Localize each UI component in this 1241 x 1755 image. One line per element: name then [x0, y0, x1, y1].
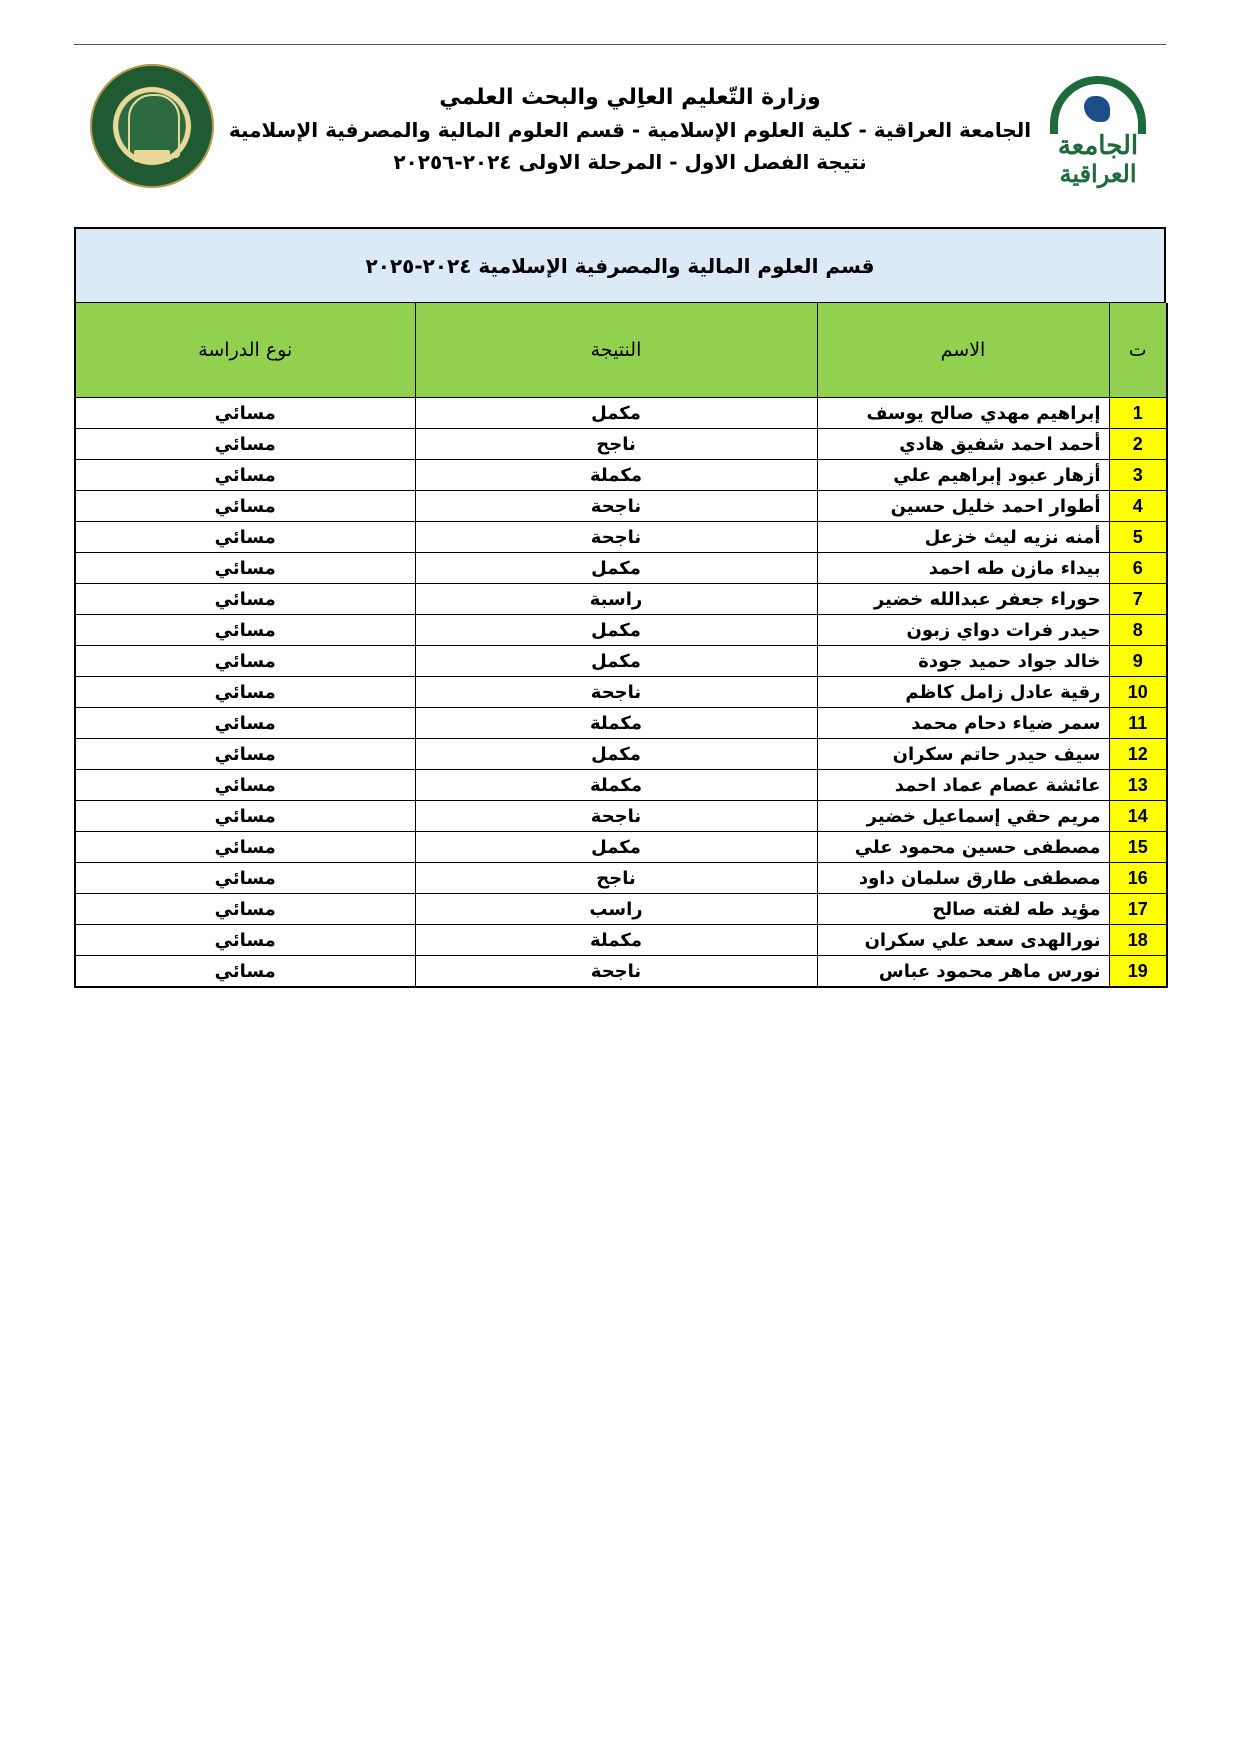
student-name: حوراء جعفر عبدالله خضير — [817, 584, 1109, 615]
student-name: أمنه نزيه ليث خزعل — [817, 522, 1109, 553]
row-number: 10 — [1109, 677, 1167, 708]
row-number: 15 — [1109, 832, 1167, 863]
document-header — [74, 60, 1166, 210]
seal-book-icon — [134, 150, 170, 162]
table-row — [75, 956, 1167, 988]
student-name: أطوار احمد خليل حسين — [817, 491, 1109, 522]
study-type: مسائي — [75, 739, 415, 770]
header-result: النتيجة — [415, 303, 817, 398]
results-table — [74, 303, 1168, 988]
study-type: مسائي — [75, 398, 415, 429]
row-number: 12 — [1109, 739, 1167, 770]
study-type: مسائي — [75, 956, 415, 988]
student-name: نورس ماهر محمود عباس — [817, 956, 1109, 988]
table-row — [75, 398, 1167, 429]
student-name: حيدر فرات دواي زبون — [817, 615, 1109, 646]
row-number: 1 — [1109, 398, 1167, 429]
university-college-title: الجامعة العراقية - كلية العلوم الإسلامية - قسم العلوم المالية والمصرفية الإسلامية — [228, 118, 1032, 142]
table-row — [75, 801, 1167, 832]
row-number: 8 — [1109, 615, 1167, 646]
header-name: الاسم — [817, 303, 1109, 398]
row-number: 3 — [1109, 460, 1167, 491]
study-type: مسائي — [75, 429, 415, 460]
results-table-container — [74, 227, 1166, 988]
logo-text-bottom: العراقية — [1059, 159, 1137, 188]
study-type: مسائي — [75, 491, 415, 522]
student-name: مريم حقي إسماعيل خضير — [817, 801, 1109, 832]
table-row — [75, 553, 1167, 584]
study-type: مسائي — [75, 863, 415, 894]
student-name: مصطفى حسين محمود علي — [817, 832, 1109, 863]
row-number: 13 — [1109, 770, 1167, 801]
student-result: ناجح — [415, 429, 817, 460]
student-result: مكملة — [415, 770, 817, 801]
student-result: مكمل — [415, 646, 817, 677]
study-type: مسائي — [75, 553, 415, 584]
table-row — [75, 739, 1167, 770]
student-name: عائشة عصام عماد احمد — [817, 770, 1109, 801]
student-result: راسب — [415, 894, 817, 925]
header-study-type: نوع الدراسة — [75, 303, 415, 398]
table-row — [75, 584, 1167, 615]
study-type: مسائي — [75, 832, 415, 863]
row-number: 11 — [1109, 708, 1167, 739]
student-name: بيداء مازن طه احمد — [817, 553, 1109, 584]
row-number: 2 — [1109, 429, 1167, 460]
row-number: 7 — [1109, 584, 1167, 615]
student-name: سيف حيدر حاتم سكران — [817, 739, 1109, 770]
table-row — [75, 677, 1167, 708]
table-row — [75, 770, 1167, 801]
study-type: مسائي — [75, 801, 415, 832]
row-number: 18 — [1109, 925, 1167, 956]
table-row — [75, 491, 1167, 522]
seal-arch-icon — [128, 94, 180, 158]
student-name: رقية عادل زامل كاظم — [817, 677, 1109, 708]
student-result: ناجحة — [415, 801, 817, 832]
student-result: ناجحة — [415, 491, 817, 522]
student-result: مكمل — [415, 739, 817, 770]
student-result: ناجح — [415, 863, 817, 894]
table-row — [75, 460, 1167, 491]
table-row — [75, 646, 1167, 677]
table-row — [75, 429, 1167, 460]
student-name: أحمد احمد شفيق هادي — [817, 429, 1109, 460]
student-result: مكملة — [415, 925, 817, 956]
study-type: مسائي — [75, 770, 415, 801]
row-number: 16 — [1109, 863, 1167, 894]
student-result: ناجحة — [415, 956, 817, 988]
student-result: ناجحة — [415, 677, 817, 708]
student-result: مكمل — [415, 398, 817, 429]
study-type: مسائي — [75, 460, 415, 491]
student-result: راسبة — [415, 584, 817, 615]
table-row — [75, 708, 1167, 739]
student-result: ناجحة — [415, 522, 817, 553]
student-result: مكملة — [415, 708, 817, 739]
study-type: مسائي — [75, 894, 415, 925]
student-name: أزهار عبود إبراهيم علي — [817, 460, 1109, 491]
ministry-title: وزارة التّعليم العاِلي والبحث العلمي — [439, 85, 821, 110]
college-seal-logo — [90, 64, 214, 188]
top-divider — [74, 44, 1166, 45]
study-type: مسائي — [75, 925, 415, 956]
study-type: مسائي — [75, 584, 415, 615]
study-type: مسائي — [75, 615, 415, 646]
study-type: مسائي — [75, 677, 415, 708]
student-result: مكملة — [415, 460, 817, 491]
student-name: مصطفى طارق سلمان داود — [817, 863, 1109, 894]
student-result: مكمل — [415, 553, 817, 584]
table-header-row — [75, 303, 1167, 398]
table-row — [75, 615, 1167, 646]
row-number: 14 — [1109, 801, 1167, 832]
university-logo — [1042, 76, 1154, 192]
study-type: مسائي — [75, 646, 415, 677]
result-title: نتيجة الفصل الاول - المرحلة الاولى ٢٠٢٤-٢٠٢٥٦ — [393, 150, 867, 174]
study-type: مسائي — [75, 522, 415, 553]
table-row — [75, 925, 1167, 956]
table-caption: قسم العلوم المالية والمصرفية الإسلامية ٢٠٢٤-٢٠٢٥ — [74, 227, 1166, 303]
logo-text-top: الجامعة — [1057, 131, 1139, 161]
row-number: 9 — [1109, 646, 1167, 677]
student-name: إبراهيم مهدي صالح يوسف — [817, 398, 1109, 429]
student-result: مكمل — [415, 615, 817, 646]
student-name: خالد جواد حميد جودة — [817, 646, 1109, 677]
row-number: 5 — [1109, 522, 1167, 553]
table-row — [75, 894, 1167, 925]
student-name: مؤيد طه لفته صالح — [817, 894, 1109, 925]
header-number: ت — [1109, 303, 1167, 398]
student-result: مكمل — [415, 832, 817, 863]
row-number: 19 — [1109, 956, 1167, 988]
student-name: سمر ضياء دحام محمد — [817, 708, 1109, 739]
header-titles — [224, 82, 1036, 178]
student-name: نورالهدى سعد علي سكران — [817, 925, 1109, 956]
table-row — [75, 522, 1167, 553]
row-number: 6 — [1109, 553, 1167, 584]
table-row — [75, 863, 1167, 894]
table-row — [75, 832, 1167, 863]
row-number: 17 — [1109, 894, 1167, 925]
row-number: 4 — [1109, 491, 1167, 522]
study-type: مسائي — [75, 708, 415, 739]
